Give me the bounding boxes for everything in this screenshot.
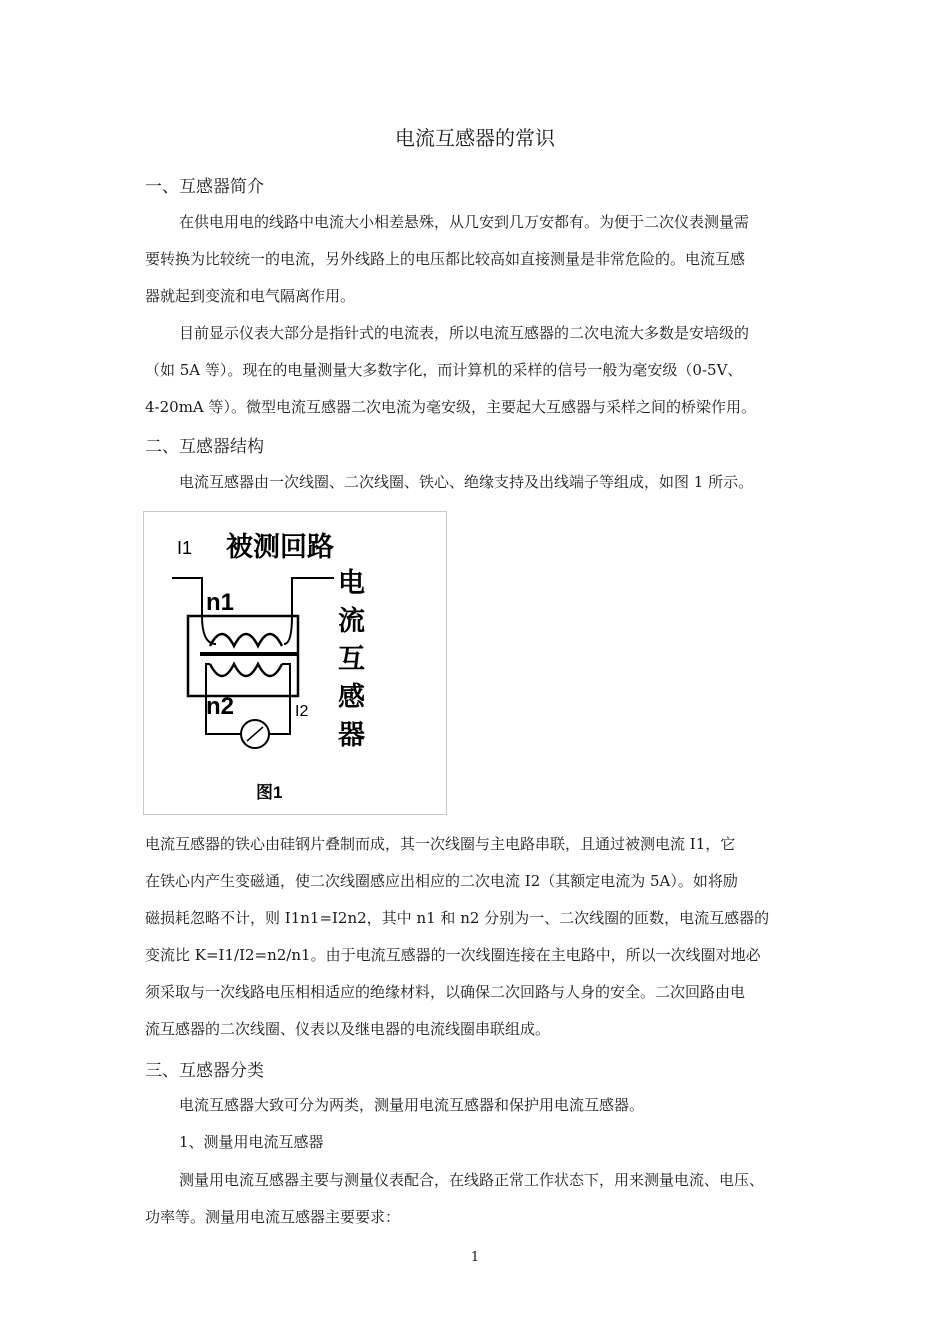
label-device-char: 器 — [338, 720, 365, 750]
secondary-winding — [210, 664, 282, 676]
text-line: 1、测量用电流互感器 — [179, 1133, 324, 1151]
text-line: 须采取与一次线路电压相相适应的绝缘材料，以确保二次回路与人身的安全。二次回路由电 — [145, 983, 746, 1001]
figure-1-current-transformer-diagram — [143, 511, 447, 815]
section2-paragraph-2 — [145, 826, 811, 1048]
section3-subheading — [145, 1124, 811, 1161]
label-loop: 被测回路 — [226, 532, 334, 562]
section2-heading: 二、互感器结构 — [145, 437, 264, 457]
section1-paragraph-2 — [145, 315, 811, 426]
document-title: 电流互感器的常识 — [395, 126, 555, 150]
section3-paragraph-2 — [145, 1162, 811, 1236]
text-line: 目前显示仪表大部分是指针式的电流表，所以电流互感器的二次电流大多数是安培级的 — [179, 324, 750, 342]
label-n2: n2 — [206, 693, 235, 720]
text-line: （如 5A 等）。现在的电量测量大多数字化，而计算机的采样的信号一般为毫安级（0-5V、 — [145, 361, 743, 379]
primary-lead-left — [172, 578, 202, 616]
primary-winding — [210, 634, 282, 646]
label-i2: I2 — [295, 703, 309, 720]
text-line: 功率等。测量用电流互感器主要要求： — [145, 1208, 401, 1226]
label-device-vertical — [338, 568, 365, 750]
text-line: 电流互感器大致可分为两类，测量用电流互感器和保护用电流互感器。 — [179, 1096, 645, 1114]
section3-paragraph-1 — [145, 1087, 811, 1124]
section3-heading: 三、互感器分类 — [145, 1061, 264, 1081]
text-line: 器就起到变流和电气隔离作用。 — [145, 287, 356, 305]
text-line: 要转换为比较统一的电流，另外线路上的电压都比较高如直接测量是非常危险的。电流互感 — [145, 250, 746, 268]
text-line: 在供电用电的线路中电流大小相差悬殊，从几安到几万安都有。为便于二次仪表测量需 — [179, 213, 750, 231]
label-device-char: 互 — [338, 644, 365, 674]
text-line: 磁损耗忽略不计，则 I1n1=I2n2，其中 n1 和 n2 分别为一、二次线圈的匝数，电流互感器的 — [145, 909, 770, 927]
text-line: 流互感器的二次线圈、仪表以及继电器的电流线圈串联组成。 — [145, 1020, 551, 1038]
label-device-char: 流 — [338, 606, 365, 636]
text-line: 电流互感器的铁心由硅钢片叠制而成，其一次线圈与主电路串联，且通过被测电流 I1，它 — [145, 835, 736, 853]
secondary-lead-right — [268, 664, 290, 734]
label-device-char: 电 — [338, 568, 365, 598]
ammeter-needle — [247, 727, 263, 741]
section1-heading: 一、互感器简介 — [145, 177, 264, 197]
text-line: 测量用电流互感器主要与测量仪表配合，在线路正常工作状态下，用来测量电流、电压、 — [179, 1171, 765, 1189]
label-i1: I1 — [177, 538, 193, 558]
page-number: 1 — [470, 1250, 480, 1265]
text-line: 变流比 K=I1/I2=n2/n1。由于电流互感器的一次线圈连接在主电路中，所以一次线圈对地必 — [145, 946, 761, 964]
primary-lead-right — [292, 578, 334, 616]
label-n1: n1 — [206, 589, 235, 616]
label-device-char: 感 — [338, 682, 365, 712]
text-line: 电流互感器由一次线圈、二次线圈、铁心、绝缘支持及出线端子等组成，如图 1 所示。 — [179, 473, 754, 491]
transformer-diagram — [144, 512, 446, 814]
text-line: 4-20mA 等）。微型电流互感器二次电流为毫安级，主要起大互感器与采样之间的桥梁作用。 — [145, 398, 757, 416]
text-line: 在铁心内产生变磁通，使二次线圈感应出相应的二次电流 I2（其额定电流为 5A）。如将励 — [145, 872, 738, 890]
section1-paragraph-1 — [145, 204, 811, 315]
section2-paragraph-1 — [145, 464, 811, 501]
primary-coil-exit — [284, 616, 292, 644]
figure-caption: 图1 — [256, 783, 283, 802]
